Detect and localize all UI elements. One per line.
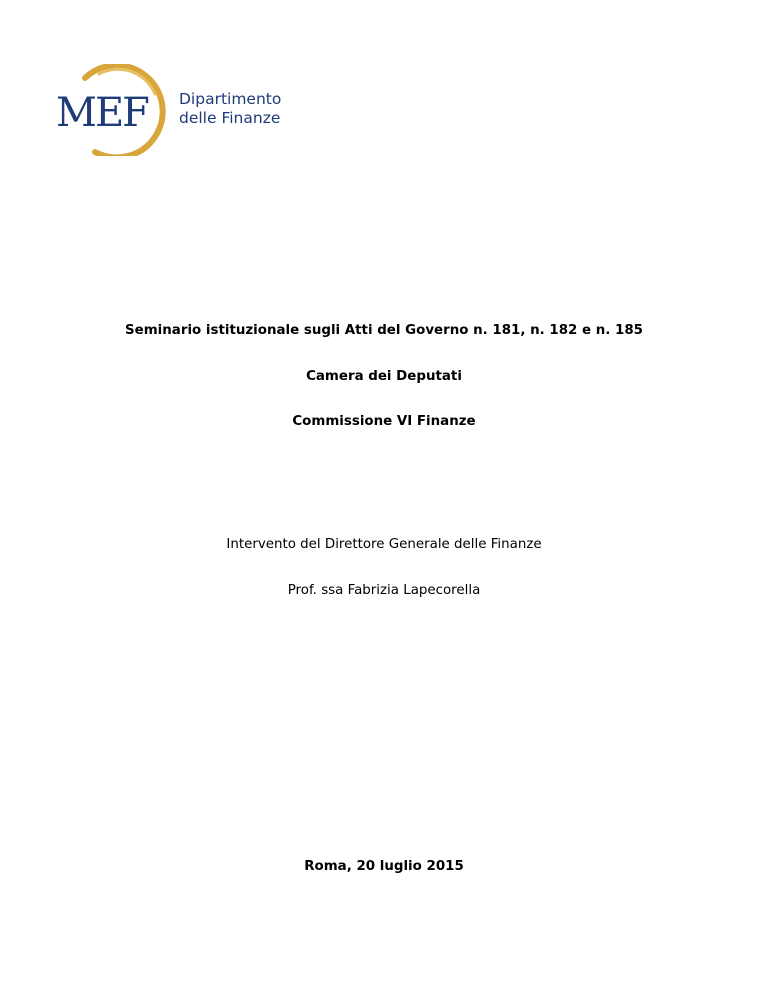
department-name bbox=[179, 90, 281, 128]
mef-logo-mark bbox=[55, 64, 173, 156]
speech-title: Intervento del Direttore Generale delle Finanze bbox=[226, 537, 542, 552]
department-name-line2: delle Finanze bbox=[179, 109, 281, 127]
mef-logo-letters: MEF bbox=[56, 90, 148, 136]
committee: Commissione VI Finanze bbox=[292, 414, 476, 429]
venue: Camera dei Deputati bbox=[306, 369, 462, 384]
mef-logo bbox=[55, 64, 295, 156]
place-date: Roma, 20 luglio 2015 bbox=[304, 859, 464, 874]
seminar-title: Seminario istituzionale sugli Atti del Governo n. 181, n. 182 e n. 185 bbox=[125, 323, 643, 338]
speaker-name: Prof. ssa Fabrizia Lapecorella bbox=[287, 583, 481, 598]
department-name-line1: Dipartimento bbox=[179, 90, 282, 108]
